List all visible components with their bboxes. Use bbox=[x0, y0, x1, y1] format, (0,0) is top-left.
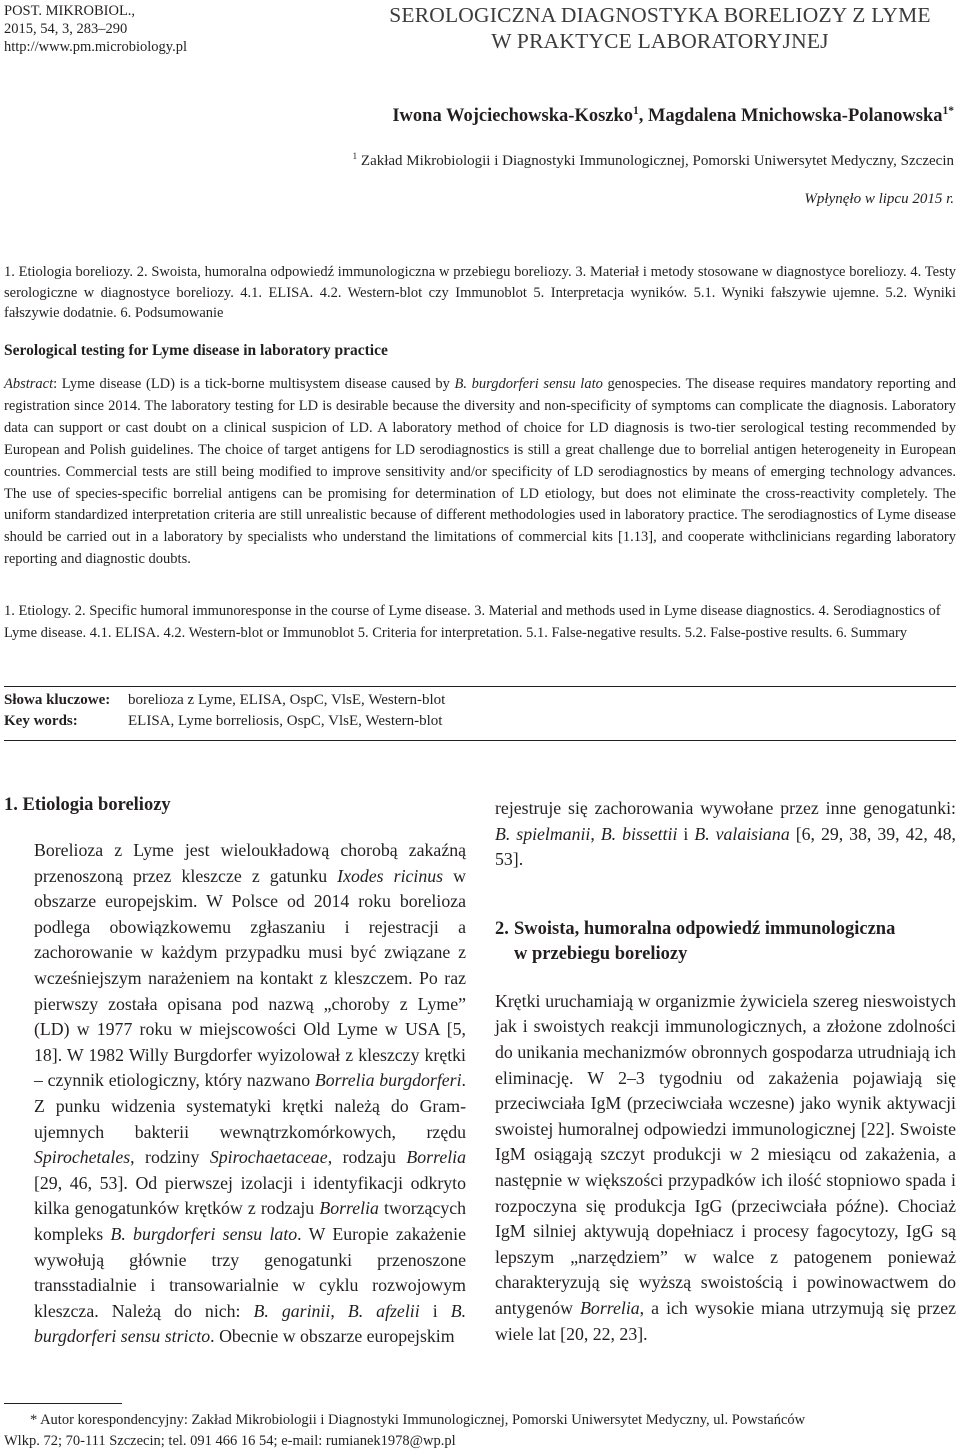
divider-bottom bbox=[4, 740, 956, 741]
author-1: Iwona Wojciechowska-Koszko bbox=[392, 106, 634, 126]
divider-top bbox=[4, 686, 956, 687]
section-2-title-1: Swoista, humoralna odpowiedź immunologiczna bbox=[514, 918, 896, 939]
title-line-2: W PRAKTYCE LABORATORYJNEJ bbox=[491, 29, 829, 53]
section-1-heading: 1. Etiologia boreliozy bbox=[4, 795, 171, 815]
footnote-rule bbox=[4, 1403, 122, 1404]
abstract-text-2: genospecies. The disease requires mandatory reporting and registration since 2014. The laboratory testing for LD is desirable because the diversity and non-specificity of symptoms can complicate the diagnosis. Laboratory data can support or cast doubt on a clinical suspicion of LD. A laboratory method of choice for LD diagnosis is two-tier serological testing recommended by European and Polish guidelines. The choice of target antigens for LD serodiagnostics is still a great challenge due to borrelial antigen heterogeneity in European countries. Commercial tests are still being modified to improve sensitivity and/or specificity of LD serodiagnostics by means of emerging technology advances. The use of species-specific borrelial antigens can be promising for determination of LD etiology, but does not eliminate the cross-reactivity completely. The uniform standardized interpretation criteria are still unrealistic because of different methodologies used in laboratory practice. The serodiagnostics of Lyme disease should be carried out in a laboratory by specialists who understand the limitations of commercial kits [1.13], and cooperate withclinicians regarding laboratory reporting and diagnostic doubts. bbox=[4, 376, 956, 568]
journal-name: POST. MIKROBIOL., bbox=[4, 3, 136, 19]
keywords-en-label: Key words: bbox=[4, 713, 78, 729]
keywords-pl bbox=[4, 692, 445, 709]
column-left bbox=[4, 793, 467, 1350]
abstract-species: B. burgdorferi sensu lato bbox=[454, 376, 603, 392]
affiliation-text: Zakład Mikrobiologii i Diagnostyki Immunologicznej, Pomorski Uniwersytet Medyczny, Szczecin bbox=[357, 153, 954, 169]
keywords-pl-label: Słowa kluczowe: bbox=[4, 692, 111, 708]
title-line-1: SEROLOGICZNA DIAGNOSTYKA BORELIOZY Z LYME bbox=[389, 3, 931, 27]
section-2-number: 2. bbox=[495, 918, 509, 939]
journal-url[interactable]: http://www.pm.microbiology.pl bbox=[4, 39, 187, 55]
section-2-title-2: w przebiegu boreliozy bbox=[514, 943, 688, 964]
abstract bbox=[4, 374, 956, 571]
article-title bbox=[360, 2, 960, 54]
section-2-heading bbox=[495, 917, 956, 967]
authors bbox=[392, 106, 954, 127]
column-right bbox=[495, 796, 956, 1347]
abstract-label: Abstract bbox=[4, 376, 54, 392]
keywords-pl-value: borelioza z Lyme, ELISA, OspC, VlsE, Western-blot bbox=[128, 692, 446, 708]
footnote-line-2: Wlkp. 72; 70-111 Szczecin; tel. 091 466 16 54; e-mail: rumianek1978@wp.pl bbox=[4, 1433, 456, 1449]
author-2-sup: 1* bbox=[942, 104, 954, 117]
journal-volume: 2015, 54, 3, 283–290 bbox=[4, 21, 128, 37]
keywords-en bbox=[4, 713, 442, 730]
keywords-en-value: ELISA, Lyme borreliosis, OspC, VlsE, Western-blot bbox=[128, 713, 443, 729]
column-2-continuation: rejestruje się zachorowania wywołane przez inne genogatunki: B. spielmanii, B. bissettii i B. valaisiana [6, 29, 38, 39, 42, 48, 53]. bbox=[495, 798, 956, 870]
author-separator: , bbox=[638, 106, 649, 126]
received-date: Wpłynęło w lipcu 2015 r. bbox=[804, 191, 954, 207]
table-of-contents-pl: 1. Etiologia boreliozy. 2. Swoista, humoralna odpowiedź immunologiczna w przebiegu boreliozy. 3. Materiał i metody stosowane w diagnostyce boreliozy. 4. Testy serologiczne w diagnostyce boreliozy. 4.1. ELISA. 4.2. Western-blot czy Immunoblot 5. Interpretacja wyników. 5.1. Wyniki fałszywie ujemne. 5.2. Wyniki fałszywie dodatnie. 6. Podsumowanie bbox=[4, 264, 956, 321]
author-2: Magdalena Mnichowska-Polanowska bbox=[648, 106, 943, 126]
journal-citation bbox=[4, 2, 244, 56]
english-title: Serological testing for Lyme disease in laboratory practice bbox=[4, 342, 388, 359]
affiliation bbox=[353, 153, 955, 170]
section-2-paragraph: Krętki uruchamiają w organizmie żywiciela szereg nieswoistych jak i swoistych reakcji immunologicznych, a złożone zdolności do unikania mechanizmów obronnych gospodarza utrudniają ich eliminację. W 2–3 tygodniu od zakażenia pojawiają się przeciwciała IgM (przeciwciała wczesne) jako wynik aktywacji swoistej humoralnej odpowiedzi immunologicznej [22]. Swoiste IgM osiągają szczyt produkcji w 2 miesiącu od zakażenia, a następnie w większości przypadków ich ilość stopniowo spada i rozpoczyna się produkcja IgG (przeciwciała późne). Chociaż IgM silniej aktywują dopełniacz i procesy fagocytozy, IgG są lepszym „narzędziem” w walce z patogenem ponieważ charakteryzują się wyższą swoistością i powinowactwem do antygenów Borrelia, a ich wysokie miana utrzymują się przez wiele lat [20, 22, 23]. bbox=[495, 990, 957, 1344]
abstract-text-1: : Lyme disease (LD) is a tick-borne multisystem disease caused by bbox=[53, 376, 455, 392]
footnote-line-1: * Autor korespondencyjny: Zakład Mikrobiologii i Diagnostyki Immunologicznej, Pomorski Uniwersytet Medyczny, ul. Powstańców bbox=[30, 1412, 806, 1428]
affiliation-sup: 1 bbox=[352, 152, 358, 162]
section-1-paragraph: Borelioza z Lyme jest wieloukładową chorobą zakaźną przenoszoną przez kleszcze z gatunku Ixodes ricinus w obszarze europejskim. W Polsce od 2014 roku borelioza podlega obowiązkowemu zgłaszaniu i rejestracji a zachorowanie w każdym przypadku musi być związane z wcześniejszym narażeniem na kontakt z kleszczem. Po raz pierwszy została opisana pod nazwą „choroby z Lyme” (LD) w 1977 roku w miejscowości Old Lyme w USA [5, 18]. W 1982 Willy Burgdorfer wyizolował z kleszczy krętki – czynnik etiologiczny, który nazwano Borrelia burgdorferi. Z punku widzenia systematyki krętki należą do Gram-ujemnych bakterii wewnątrzkomórkowych, rzędu Spirochetales, rodziny Spirochaetaceae, rodzaju Borrelia [29, 46, 53]. Od pierwszej izolacji i identyfikacji odkryto kilka genogatunków krętków z rodzaju Borrelia tworzących kompleks B. burgdorferi sensu lato. W Europie zakażenie wywołują głównie trzy genogatunki przenoszone transstadialnie i transowarialnie w cyklu rozwojowym kleszcza. Należą do nich: B. garinii, B. afzelii i B. burgdorferi sensu stricto. Obecnie w obszarze europejskim bbox=[34, 840, 467, 1347]
table-of-contents-en: 1. Etiology. 2. Specific humoral immunoresponse in the course of Lyme disease. 3. Material and methods used in Lyme disease diagnostics. 4. Serodiagnostics of Lyme disease. 4.1. ELISA. 4.2. Western-blot or Immunoblot 5. Criteria for interpretation. 5.1. False-negative results. 5.2. False-postive results. 6. Summary bbox=[4, 603, 941, 641]
author-1-sup: 1 bbox=[633, 104, 639, 117]
footnote bbox=[4, 1410, 956, 1452]
